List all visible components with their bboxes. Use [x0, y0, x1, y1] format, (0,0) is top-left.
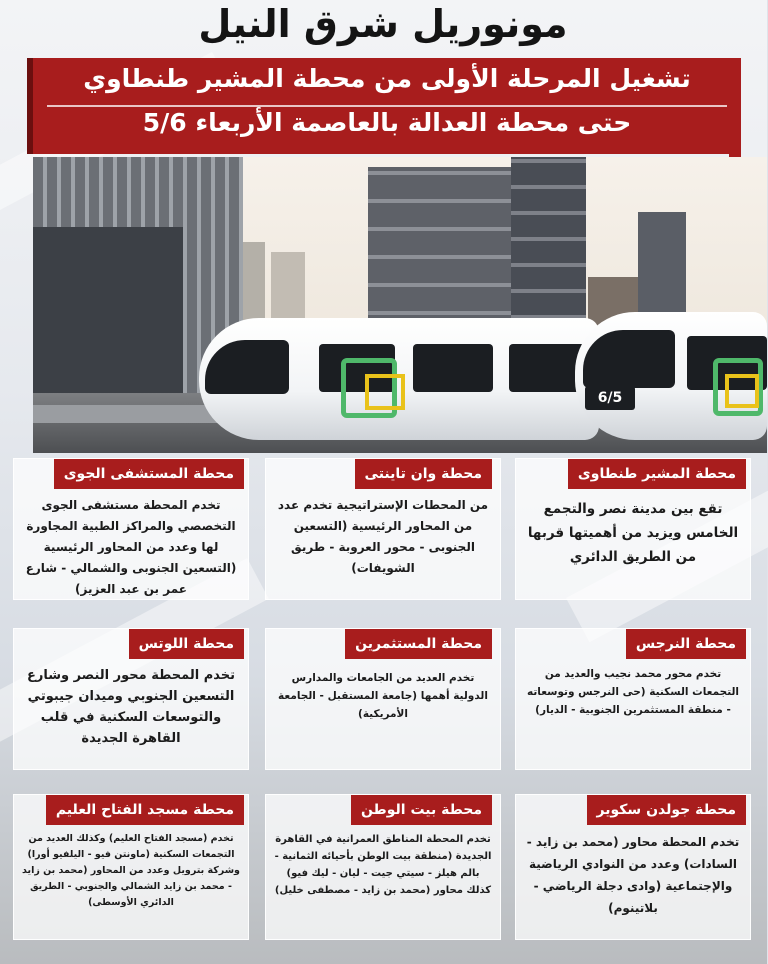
station-card-fattah-aleem-mosque: [14, 794, 250, 940]
station-description: تخدم المحطة مستشفى الجوى التخصصي والمراكز الطبية المجاورة لها وعدد من المحاور الرئيسية (التسعين الجنوبى والشمالي - شارع عمر بن عبد العزيز): [26, 498, 238, 596]
station-name: محطة بيت الوطن: [352, 795, 493, 825]
station-card-air-force-hospital: [14, 458, 250, 600]
station-description: تخدم العديد من الجامعات والمدارس الدولية أهمها (جامعة المستقبل - الجامعة الأمريكية): [279, 672, 489, 720]
station-name: محطة جولدن سكوير: [588, 795, 747, 825]
station-description: من المحطات الإستراتيجية تخدم عدد من المحاور الرئيسية (التسعين الجنوبى - محور العروبة - طريق الشويفات): [278, 498, 490, 575]
station-description: تخدم (مسجد الفتاح العليم) وكذلك العديد من التجمعات السكنية (ماونتن فيو - اليلفيو أورا) وشركة بترويل وعدد من المحاور (محمد بن زايد - محمد بن زايد الشمالي والجنوبي - الطريق الدائري الأوسطى): [23, 833, 241, 908]
station-description: تخدم المحطة المناطق العمرانية في القاهرة الجديدة (منطقة بيت الوطن بأحيائه الثمانية - بالم هيلز - سيتي جيت - ليان - ليك فيو) كذلك محاور (محمد بن زايد - مصطفى خليل): [275, 834, 493, 896]
station-name: محطة المستشفى الجوى: [55, 459, 245, 489]
page-title: مونوريل شرق النيل: [199, 2, 569, 46]
station-card-lotus: [14, 628, 250, 770]
station-card-narges: [516, 628, 752, 770]
station-description: تخدم المحطة محور النصر وشارع التسعين الجنوبي وميدان جيبوتي والتوسعات السكنية في قلب القاهرة الجديدة: [27, 668, 237, 746]
train-number-label: 6/5: [586, 386, 636, 410]
station-name: محطة مسجد الفتاح العليم: [47, 795, 245, 825]
train-right: [576, 312, 768, 440]
headline-banner: [28, 58, 742, 154]
station-card-golden-square: [516, 794, 752, 940]
headline-line-2: حتى محطة العدالة بالعاصمة الأربعاء 5/6: [143, 108, 633, 137]
station-description: تخدم المحطة محاور (محمد بن زايد - السادات) وعدد من النوادي الرياضية والإجتماعية (وادى دجلة الرياضي - بلاتينوم): [527, 835, 741, 915]
station-description: تخدم محور محمد نجيب والعديد من التجمعات السكنية (حى النرجس وتوسعاته - منطقة المستثمرين الجنوبية - الديار): [527, 668, 741, 716]
station-name: محطة اللوتس: [130, 629, 245, 659]
station-name: محطة وان تاينتى: [356, 459, 493, 489]
station-card-investors: [266, 628, 502, 770]
headline-divider: [48, 105, 728, 107]
station-card-mushir-tantawy: [516, 458, 752, 600]
station-name: محطة النرجس: [627, 629, 747, 659]
station-name: محطة المشير طنطاوى: [569, 459, 747, 489]
station-name: محطة المستثمرين: [346, 629, 493, 659]
station-card-one-ninety: [266, 458, 502, 600]
station-description: تقع بين مدينة نصر والتجمع الخامس ويزيد من أهميتها قربها من الطريق الدائري: [528, 501, 740, 565]
headline-line-1: تشغيل المرحلة الأولى من محطة المشير طنطاوي: [84, 64, 692, 93]
train-left: [200, 318, 600, 440]
station-card-beit-el-watan: [266, 794, 502, 940]
